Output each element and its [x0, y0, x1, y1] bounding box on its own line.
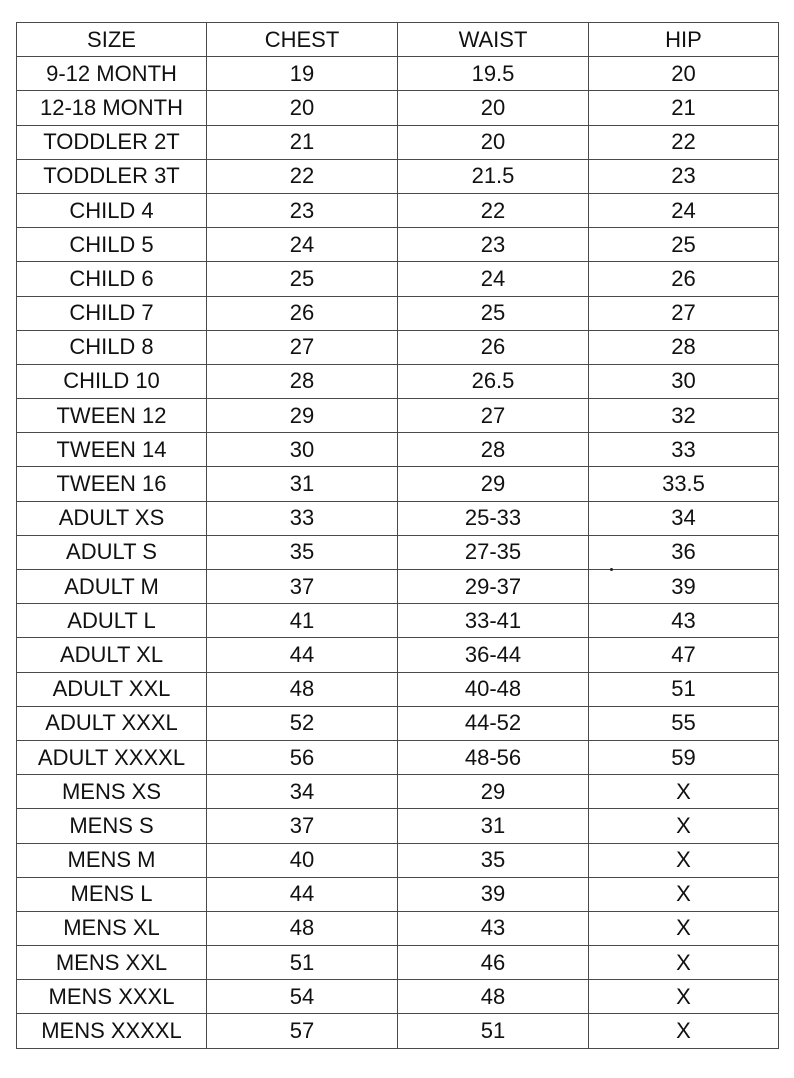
cell-chest: 48: [207, 911, 398, 945]
table-row: [17, 399, 779, 433]
cell-hip: 59: [589, 740, 779, 774]
table-row: [17, 467, 779, 501]
cell-chest: 51: [207, 946, 398, 980]
cell-chest: 27: [207, 330, 398, 364]
cell-chest: 52: [207, 706, 398, 740]
table-row: [17, 193, 779, 227]
cell-hip: 23: [589, 159, 779, 193]
cell-waist: 25: [398, 296, 589, 330]
cell-waist: 20: [398, 91, 589, 125]
table-row: [17, 570, 779, 604]
cell-chest: 31: [207, 467, 398, 501]
cell-waist: 29-37: [398, 570, 589, 604]
table-row: [17, 877, 779, 911]
table-row: [17, 262, 779, 296]
cell-chest: 24: [207, 228, 398, 262]
cell-chest: 26: [207, 296, 398, 330]
cell-size: MENS XS: [17, 775, 207, 809]
cell-hip: 47: [589, 638, 779, 672]
cell-size: TWEEN 12: [17, 399, 207, 433]
table-row: [17, 228, 779, 262]
table-row: [17, 740, 779, 774]
header-chest: CHEST: [207, 23, 398, 57]
cell-hip: 27: [589, 296, 779, 330]
cell-waist: 40-48: [398, 672, 589, 706]
cell-waist: 35: [398, 843, 589, 877]
table-row: [17, 501, 779, 535]
header-row: [17, 23, 779, 57]
cell-hip: X: [589, 809, 779, 843]
table-row: [17, 672, 779, 706]
cell-hip: 43: [589, 604, 779, 638]
table-row: [17, 638, 779, 672]
cell-waist: 26.5: [398, 364, 589, 398]
cell-size: ADULT XXXL: [17, 706, 207, 740]
table-row: [17, 604, 779, 638]
cell-size: TODDLER 2T: [17, 125, 207, 159]
cell-size: 9-12 MONTH: [17, 57, 207, 91]
size-chart-table: [16, 22, 779, 1049]
cell-waist: 33-41: [398, 604, 589, 638]
cell-chest: 33: [207, 501, 398, 535]
cell-hip: 51: [589, 672, 779, 706]
cell-waist: 21.5: [398, 159, 589, 193]
cell-waist: 43: [398, 911, 589, 945]
cell-chest: 21: [207, 125, 398, 159]
table-row: [17, 296, 779, 330]
cell-hip: 24: [589, 193, 779, 227]
header-hip: HIP: [589, 23, 779, 57]
cell-waist: 29: [398, 775, 589, 809]
cell-waist: 28: [398, 433, 589, 467]
cell-waist: 48-56: [398, 740, 589, 774]
cell-size: CHILD 5: [17, 228, 207, 262]
cell-waist: 23: [398, 228, 589, 262]
cell-size: CHILD 8: [17, 330, 207, 364]
table-row: [17, 433, 779, 467]
cell-chest: 56: [207, 740, 398, 774]
table-row: [17, 57, 779, 91]
cell-chest: 57: [207, 1014, 398, 1048]
cell-hip: 55: [589, 706, 779, 740]
cell-waist: 27: [398, 399, 589, 433]
header-size: SIZE: [17, 23, 207, 57]
cell-waist: 20: [398, 125, 589, 159]
header-waist: WAIST: [398, 23, 589, 57]
table-row: [17, 159, 779, 193]
cell-hip: 21: [589, 91, 779, 125]
cell-hip: X: [589, 775, 779, 809]
cell-waist: 44-52: [398, 706, 589, 740]
stray-dot-mark: [610, 568, 613, 571]
cell-waist: 46: [398, 946, 589, 980]
size-chart-sheet: [16, 22, 778, 1049]
cell-waist: 25-33: [398, 501, 589, 535]
cell-size: MENS S: [17, 809, 207, 843]
cell-chest: 40: [207, 843, 398, 877]
cell-chest: 19: [207, 57, 398, 91]
cell-hip: 39: [589, 570, 779, 604]
cell-chest: 54: [207, 980, 398, 1014]
cell-size: ADULT S: [17, 535, 207, 569]
cell-waist: 51: [398, 1014, 589, 1048]
cell-hip: 22: [589, 125, 779, 159]
cell-hip: 34: [589, 501, 779, 535]
cell-hip: 20: [589, 57, 779, 91]
cell-chest: 35: [207, 535, 398, 569]
cell-size: CHILD 10: [17, 364, 207, 398]
cell-chest: 30: [207, 433, 398, 467]
cell-waist: 39: [398, 877, 589, 911]
table-row: [17, 1014, 779, 1048]
cell-chest: 22: [207, 159, 398, 193]
table-row: [17, 809, 779, 843]
cell-hip: 28: [589, 330, 779, 364]
table-row: [17, 125, 779, 159]
cell-hip: 25: [589, 228, 779, 262]
cell-waist: 24: [398, 262, 589, 296]
cell-chest: 25: [207, 262, 398, 296]
cell-chest: 37: [207, 809, 398, 843]
table-row: [17, 775, 779, 809]
cell-waist: 27-35: [398, 535, 589, 569]
cell-waist: 31: [398, 809, 589, 843]
cell-size: TODDLER 3T: [17, 159, 207, 193]
table-row: [17, 980, 779, 1014]
cell-size: MENS XXXL: [17, 980, 207, 1014]
cell-hip: 32: [589, 399, 779, 433]
cell-hip: X: [589, 980, 779, 1014]
table-row: [17, 911, 779, 945]
table-row: [17, 843, 779, 877]
cell-waist: 29: [398, 467, 589, 501]
cell-size: TWEEN 16: [17, 467, 207, 501]
table-row: [17, 946, 779, 980]
cell-hip: 33: [589, 433, 779, 467]
cell-hip: X: [589, 877, 779, 911]
cell-hip: 26: [589, 262, 779, 296]
cell-chest: 28: [207, 364, 398, 398]
cell-chest: 41: [207, 604, 398, 638]
table-row: [17, 706, 779, 740]
cell-size: TWEEN 14: [17, 433, 207, 467]
cell-chest: 23: [207, 193, 398, 227]
cell-size: ADULT M: [17, 570, 207, 604]
cell-size: 12-18 MONTH: [17, 91, 207, 125]
table-row: [17, 364, 779, 398]
cell-hip: X: [589, 946, 779, 980]
cell-size: ADULT XL: [17, 638, 207, 672]
cell-size: ADULT XS: [17, 501, 207, 535]
cell-chest: 34: [207, 775, 398, 809]
cell-size: MENS XXXXL: [17, 1014, 207, 1048]
cell-waist: 36-44: [398, 638, 589, 672]
table-row: [17, 91, 779, 125]
cell-hip: X: [589, 911, 779, 945]
cell-size: MENS XXL: [17, 946, 207, 980]
size-rows: [17, 57, 779, 1048]
cell-waist: 22: [398, 193, 589, 227]
cell-size: ADULT L: [17, 604, 207, 638]
cell-size: ADULT XXXXL: [17, 740, 207, 774]
table-row: [17, 330, 779, 364]
cell-size: ADULT XXL: [17, 672, 207, 706]
cell-size: MENS XL: [17, 911, 207, 945]
cell-chest: 29: [207, 399, 398, 433]
cell-chest: 44: [207, 877, 398, 911]
cell-size: CHILD 7: [17, 296, 207, 330]
cell-waist: 48: [398, 980, 589, 1014]
cell-chest: 37: [207, 570, 398, 604]
cell-chest: 44: [207, 638, 398, 672]
cell-waist: 19.5: [398, 57, 589, 91]
cell-hip: X: [589, 843, 779, 877]
cell-waist: 26: [398, 330, 589, 364]
cell-size: CHILD 6: [17, 262, 207, 296]
cell-hip: 30: [589, 364, 779, 398]
cell-hip: 36: [589, 535, 779, 569]
cell-chest: 48: [207, 672, 398, 706]
cell-size: MENS L: [17, 877, 207, 911]
cell-size: MENS M: [17, 843, 207, 877]
cell-chest: 20: [207, 91, 398, 125]
cell-size: CHILD 4: [17, 193, 207, 227]
cell-hip: X: [589, 1014, 779, 1048]
table-row: [17, 535, 779, 569]
cell-hip: 33.5: [589, 467, 779, 501]
